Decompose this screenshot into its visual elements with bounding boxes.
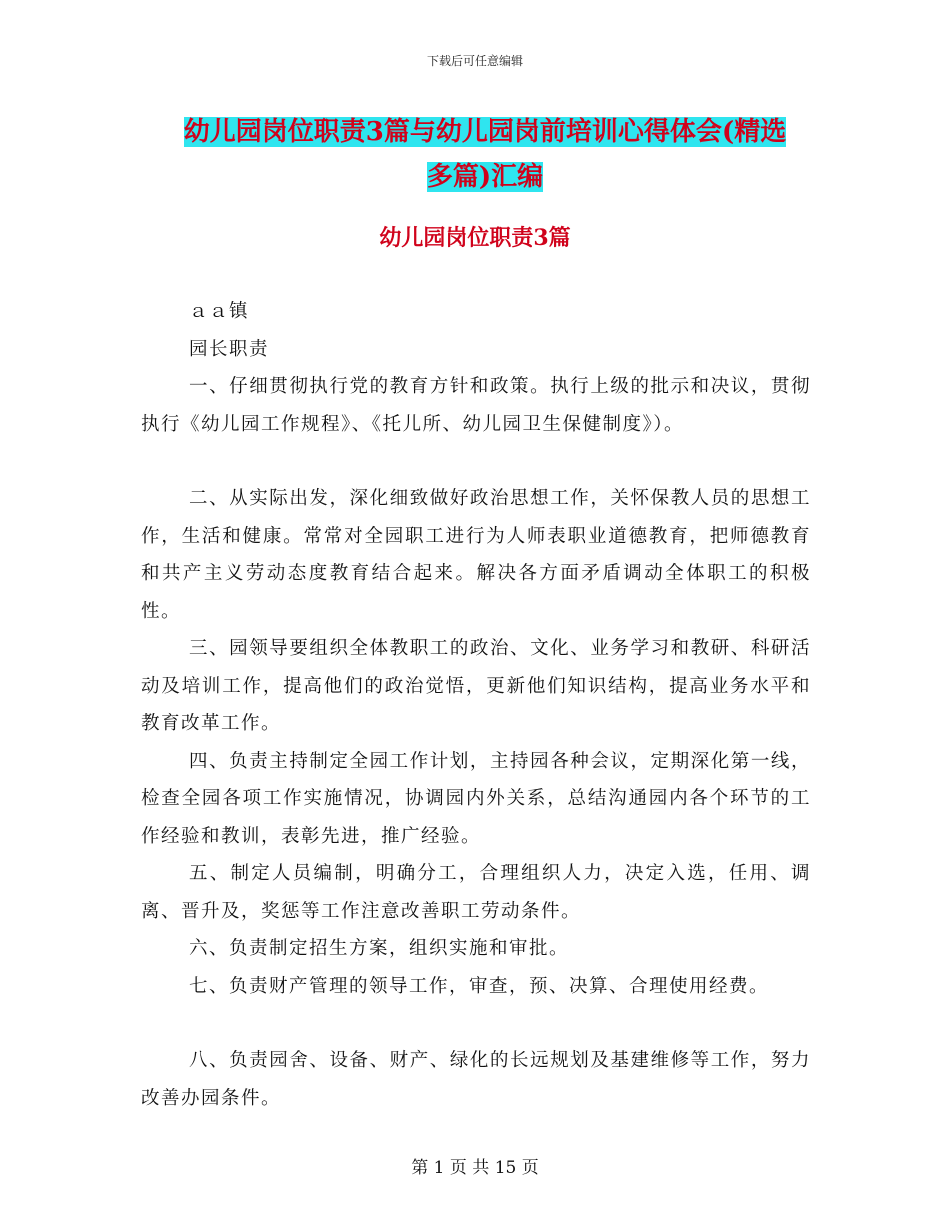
document-title (140, 110, 830, 200)
section-heading: 幼儿园岗位职责3篇 (379, 225, 571, 251)
paragraph: 二、从实际出发，深化细致做好政治思想工作，关怀保教人员的思想工作，生活和健康。常常对全园职工进行为人师表职业道德教育，把师德教育和共产主义劳动态度教育结合起来。解决各方面矛盾调动全体职工的积极性。 (141, 488, 811, 622)
paragraph: 五、制定人员编制，明确分工，合理组织人力，决定入选，任用、调离、晋升及，奖惩等工作注意改善职工劳动条件。 (141, 863, 811, 922)
paragraph: ａａ镇 (189, 301, 250, 322)
paragraph: 七、负责财产管理的领导工作，审查，预、决算、合理使用经费。 (189, 975, 770, 997)
document-body (141, 293, 811, 1117)
document-title-line-2: 多篇)汇编 (426, 162, 544, 192)
page-header: 下载后可任意编辑 (426, 54, 523, 68)
paragraph: 园长职责 (189, 338, 270, 360)
paragraph: 四、负责主持制定全园工作计划，主持园各种会议，定期深化第一线，检查全园各项工作实施情况，协调园内外关系，总结沟通园内各个环节的工作经验和教训，表彰先进，推广经验。 (141, 750, 811, 847)
document-title-line-1: 幼儿园岗位职责3篇与幼儿园岗前培训心得体会(精选 (183, 117, 787, 147)
paragraph: 一、仔细贯彻执行党的教育方针和政策。执行上级的批示和决议，贯彻执行《幼儿园工作规程》、《托儿所、幼儿园卫生保健制度》）。 (141, 376, 811, 435)
paragraph: 八、负责园舍、设备、财产、绿化的长远规划及基建维修等工作，努力改善办园条件。 (141, 1050, 811, 1109)
page-footer: 第 1 页 共 15 页 (411, 1158, 539, 1178)
paragraph: 六、负责制定招生方案，组织实施和审批。 (189, 938, 570, 959)
paragraph: 三、园领导要组织全体教职工的政治、文化、业务学习和教研、科研活动及培训工作，提高他们的政治觉悟，更新他们知识结构，提高业务水平和教育改革工作。 (141, 638, 811, 734)
